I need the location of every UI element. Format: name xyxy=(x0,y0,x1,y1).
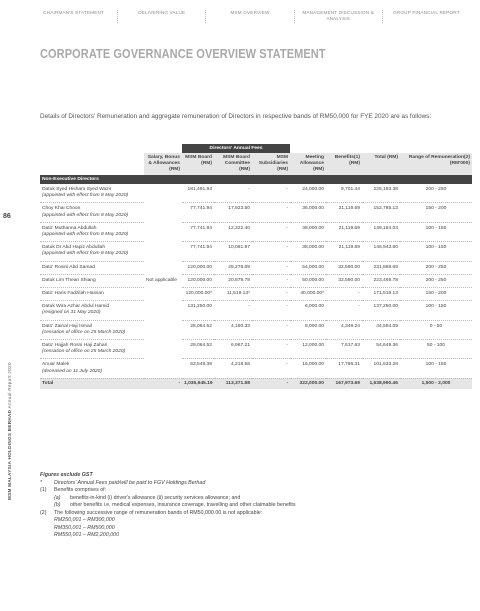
cell-meeting: 54,000.00 xyxy=(290,261,326,274)
nav-group-financial-report[interactable]: GROUP FINANCIAL REPORT xyxy=(393,10,460,15)
cell-meeting: 50,000.00 xyxy=(290,274,326,287)
cell-subs: - xyxy=(252,359,290,378)
director-name: Anuar Malek xyxy=(42,362,70,368)
note-2: The following successive range of remuneration bands of RM50,000.00 is not applicable: xyxy=(54,509,263,516)
col-total: Total (RM) xyxy=(362,153,400,175)
cell-meeting: 24,000.00 xyxy=(290,184,326,203)
cell-benefits: 32,590.00 xyxy=(326,261,362,274)
total-benefits: 167,973.69 xyxy=(326,378,362,389)
director-name: Datuk Wira Azhar Abdul Hamid xyxy=(42,304,110,310)
cell-total: 152,785.13 xyxy=(362,203,400,222)
total-salary: - xyxy=(144,378,182,389)
director-note: (cessation of office on 25 March 2020) xyxy=(42,349,126,355)
col-benefits: Benefits(1) (RM) xyxy=(326,153,362,175)
cell-committee: 11,519.13* xyxy=(214,288,252,301)
director-note: (cessation of office on 25 March 2020) xyxy=(42,329,126,335)
cell-benefits: 21,119.69 xyxy=(326,222,362,241)
director-note: (appointed with effect from 8 May 2020) xyxy=(42,212,129,218)
cell-total: 149,184.03 xyxy=(362,222,400,241)
cell-range: 100 - 150 xyxy=(400,359,472,378)
table-row xyxy=(40,301,472,320)
table-row xyxy=(40,184,472,203)
director-name: Dato' Haris Fadzilah Hassan xyxy=(42,291,104,297)
col-salary: Salary, Bonus & Allowances (RM) xyxy=(144,153,182,175)
sidebar-label xyxy=(7,362,12,500)
cell-subs: - xyxy=(252,340,290,359)
cell-meeting: 38,000.00 xyxy=(290,222,326,241)
cell-board: 77,741.94 xyxy=(182,222,214,241)
sidebar-report: Annual Report 2020 xyxy=(7,362,12,409)
nav-chairmans-statement[interactable]: CHAIRMAN'S STATEMENT xyxy=(30,10,118,23)
cell-committee: 25,278.69 xyxy=(214,261,252,274)
col-msm-board: MSM Board (RM) xyxy=(182,153,214,175)
director-note: (appointed with effect from 8 May 2020) xyxy=(42,232,129,238)
note-1a: benefits-in-kind (i) driver's allowance (ii) security services allowance; and xyxy=(70,494,241,501)
cell-subs: - xyxy=(252,184,290,203)
cell-subs: - xyxy=(252,242,290,261)
col-subsidiaries: MSM Subsidiaries (RM) xyxy=(252,153,290,175)
cell-benefits: 17,786.31 xyxy=(326,359,362,378)
director-name: Dato' Hajjah Rosni Haji Zahari xyxy=(42,343,108,349)
cell-committee: 20,879.78 xyxy=(214,274,252,287)
nav-msm-overview[interactable]: MSM OVERVIEW xyxy=(206,10,294,23)
cell-subs: - xyxy=(252,261,290,274)
cell-committee: - xyxy=(214,301,252,320)
cell-meeting: 12,000.00 xyxy=(290,340,326,359)
cell-total: 231,868.69 xyxy=(362,261,400,274)
nav-management-discussion[interactable]: MANAGEMENT DISCUSSION & ANALYSIS xyxy=(295,10,383,23)
total-subsidiaries: - xyxy=(252,378,290,389)
table-row xyxy=(40,242,472,261)
cell-range: 150 - 200 xyxy=(400,288,472,301)
cell-range: 200 - 250 xyxy=(400,261,472,274)
cell-range: 100 - 150 xyxy=(400,301,472,320)
cell-range: 0 - 50 xyxy=(400,320,472,339)
director-note: (resigned on 31 May 2020) xyxy=(42,310,101,316)
cell-total: 223,469.78 xyxy=(362,274,400,287)
cell-board: 181,491.94 xyxy=(182,184,214,203)
nav-delivering-value[interactable]: DELIVERING VALUE xyxy=(118,10,206,23)
table-row xyxy=(40,320,472,339)
cell-benefits: 4,349.24 xyxy=(326,320,362,339)
cell-subs: - xyxy=(252,288,290,301)
top-navigation xyxy=(30,10,470,23)
cell-benefits: 9,701.44 xyxy=(326,184,362,203)
cell-total: 44,594.09 xyxy=(362,320,400,339)
cell-board: 77,741.94 xyxy=(182,203,214,222)
cell-committee: 6,967.21 xyxy=(214,340,252,359)
notes-section: Figures exclude GST * Directors' Annual Fees paid/will be paid to FGV Holdings Berhad (1) Benefits comprises of: (a) benefits-in-kind (i) driver's allowance (ii) security services allowance; and (b) other benefits i.e. medical expenses, insurance coverage, travelling and other claimable benefits (2) The following successive range of remuneration bands of RM50,000.00 is not applicable: RM250,001 – RM300,000 RM350,001 – RM500,000 RM550,001 – RM2,200,000 xyxy=(40,472,440,540)
cell-committee: 12,322.40 xyxy=(214,222,252,241)
table-row xyxy=(40,359,472,378)
cell-board: 28,064.52 xyxy=(182,340,214,359)
cell-subs: - xyxy=(252,274,290,287)
cell-board: 77,741.94 xyxy=(182,242,214,261)
cell-benefits: 21,119.69 xyxy=(326,242,362,261)
directors-annual-fees-header: Directors' Annual Fees xyxy=(182,144,290,153)
figures-note: Figures exclude GST xyxy=(40,472,93,478)
table-row xyxy=(40,340,472,359)
cell-range: 200 - 250 xyxy=(400,274,472,287)
director-note: (deceased on 11 July 2020) xyxy=(42,368,102,374)
page-title: CORPORATE GOVERNANCE OVERVIEW STATEMENT xyxy=(40,46,326,61)
cell-subs: - xyxy=(252,301,290,320)
cell-total: 225,193.38 xyxy=(362,184,400,203)
intro-paragraph: Details of Directors' Remuneration and aggregate remuneration of Directors in respective bands of RM50,000 for FYE 2020 are as follows: xyxy=(40,113,432,120)
director-name: Dato' Rosini Abd Samad xyxy=(42,264,95,270)
total-label: Total xyxy=(40,378,144,389)
cell-subs: - xyxy=(252,222,290,241)
director-name: Dato' Zainal Haji Ismail xyxy=(42,323,92,329)
cell-board: 131,250.00 xyxy=(182,301,214,320)
cell-committee: 4,180.33 xyxy=(214,320,252,339)
section-non-executive: Non-Executive Directors xyxy=(40,175,472,184)
cell-benefits: - xyxy=(326,301,362,320)
cell-board: 120,000.00 xyxy=(182,261,214,274)
cell-subs: - xyxy=(252,203,290,222)
director-name: Datuk Dr Abd Hapiz Abdullah xyxy=(42,245,106,251)
cell-meeting: 36,000.00 xyxy=(290,203,326,222)
cell-board: 63,548.39 xyxy=(182,359,214,378)
table-header-row xyxy=(40,153,472,175)
cell-meeting: 8,000.00 xyxy=(290,320,326,339)
cell-range: 100 - 150 xyxy=(400,242,472,261)
cell-benefits: 32,590.00 xyxy=(326,274,362,287)
cell-range: 200 - 250 xyxy=(400,184,472,203)
total-total: 1,638,990.46 xyxy=(362,378,400,389)
director-note: (appointed with effect from 8 May 2020) xyxy=(42,251,129,257)
sidebar-company: MSM MALAYSIA HOLDINGS BERHAD xyxy=(7,409,12,500)
director-name: Datuk Syed Hisham Syed Wazir xyxy=(42,187,112,192)
cell-total: 137,250.00 xyxy=(362,301,400,320)
cell-board: 120,000.00 xyxy=(182,274,214,287)
total-board: 1,035,645.19 xyxy=(182,378,214,389)
cell-range: 150 - 200 xyxy=(400,203,472,222)
table-row xyxy=(40,203,472,222)
remuneration-table xyxy=(40,144,472,389)
table-row xyxy=(40,222,472,241)
table-row xyxy=(40,288,472,301)
total-committee: 113,371.58 xyxy=(214,378,252,389)
note-1b: other benefits i.e. medical expenses, insurance coverage, travelling and other claimable benefits xyxy=(70,502,296,508)
cell-meeting: 16,000.00 xyxy=(290,359,326,378)
cell-meeting: 40,000.00* xyxy=(290,288,326,301)
col-range: Range of Remuneration(2) (RM'000) xyxy=(400,153,472,175)
range-3: RM550,001 – RM2,200,000 xyxy=(54,532,120,538)
table-row xyxy=(40,261,472,274)
cell-board: 120,000.00* xyxy=(182,288,214,301)
total-range: 1,500 - 2,000 xyxy=(400,378,472,389)
cell-total: 54,649.36 xyxy=(362,340,400,359)
total-meeting: 322,000.00 xyxy=(290,378,326,389)
director-note: (appointed with effect from 8 May 2020) xyxy=(42,193,129,199)
note-1: Benefits comprises of: xyxy=(54,487,107,493)
cell-total: 171,519.13 xyxy=(362,288,400,301)
table-row xyxy=(40,274,472,287)
cell-committee: 17,923.50 xyxy=(214,203,252,222)
star-note: Directors' Annual Fees paid/will be paid to FGV Holdings Berhad xyxy=(54,479,206,486)
director-name: Dato' Muthanna Abdullah xyxy=(42,225,97,231)
director-name: Datuk Lim Thean Shiang xyxy=(42,277,96,283)
col-board-committee: MSM Board Committee (RM) xyxy=(214,153,252,175)
cell-committee: 4,218.58 xyxy=(214,359,252,378)
cell-benefits: - xyxy=(326,288,362,301)
cell-benefits: 7,617.63 xyxy=(326,340,362,359)
cell-total: 101,533.28 xyxy=(362,359,400,378)
range-1: RM250,001 – RM300,000 xyxy=(54,517,115,523)
cell-committee: - xyxy=(214,184,252,203)
cell-range: 100 - 150 xyxy=(400,222,472,241)
cell-meeting: 6,000.00 xyxy=(290,301,326,320)
cell-meeting: 38,000.00 xyxy=(290,242,326,261)
cell-subs: - xyxy=(252,320,290,339)
total-row xyxy=(40,378,472,389)
cell-benefits: 21,119.69 xyxy=(326,203,362,222)
director-name: Choy Khai Choon xyxy=(42,206,81,212)
salary-not-applicable: Not applicable xyxy=(144,184,182,378)
col-meeting-allowance: Meeting Allowance (RM) xyxy=(290,153,326,175)
page-number: 86 xyxy=(3,213,11,220)
cell-board: 28,064.52 xyxy=(182,320,214,339)
cell-total: 146,943.60 xyxy=(362,242,400,261)
range-2: RM350,001 – RM500,000 xyxy=(54,524,115,531)
cell-range: 50 - 100 xyxy=(400,340,472,359)
cell-committee: 10,081.97 xyxy=(214,242,252,261)
